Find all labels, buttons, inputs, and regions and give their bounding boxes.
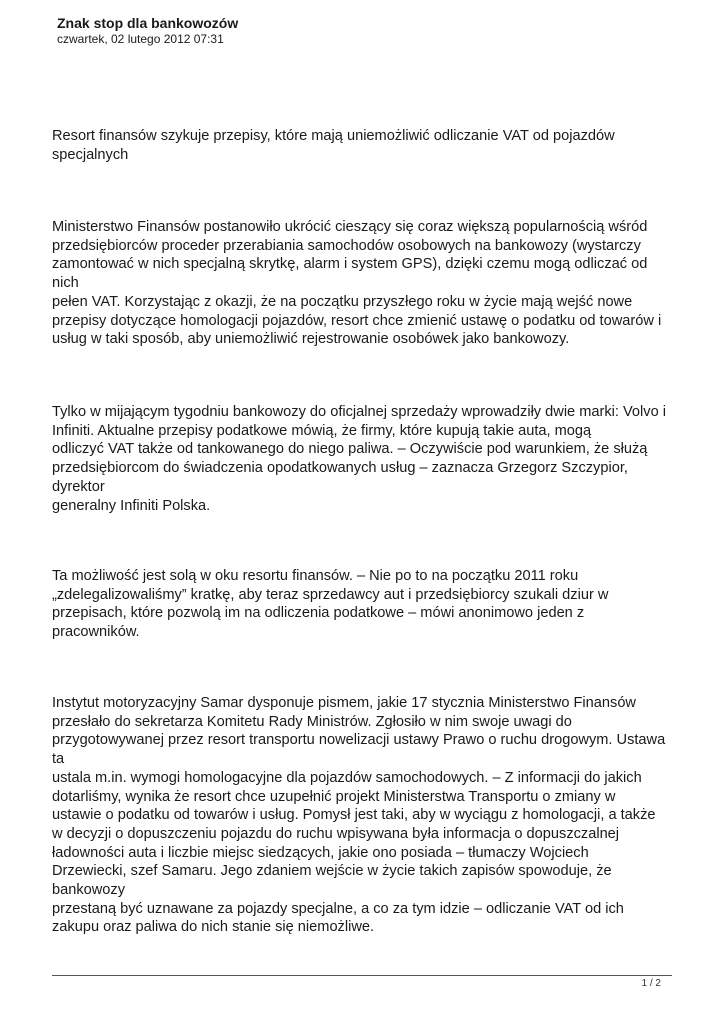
text-line: pełen VAT. Korzystając z okazji, że na początku przyszłego roku w życie mają wejść nowe — [52, 293, 633, 310]
text-line: Infiniti. Aktualne przepisy podatkowe mówią, że firmy, które kupują takie auta, mogą — [52, 422, 592, 439]
text-line: zakupu oraz paliwa do nich stanie się niemożliwe. — [52, 919, 375, 936]
article-paragraph-2 — [52, 403, 682, 515]
article-paragraph-4 — [52, 694, 682, 937]
text-line: specjalnych — [52, 146, 129, 163]
text-line: w decyzji o dopuszczeniu pojazdu do ruchu wpisywana była informacja o dopuszczalnej — [52, 825, 620, 842]
article-lead — [52, 127, 682, 164]
text-line: Ta możliwość jest solą w oku resortu finansów. – Nie po to na początku 2011 roku — [52, 568, 579, 584]
text-line: odliczyć VAT także od tankowanego do niego paliwa. – Oczywiście pod warunkiem, że służą — [52, 441, 648, 458]
text-line: ustala m.in. wymogi homologacyjne dla pojazdów samochodowych. – Z informacji do jakich — [52, 769, 642, 786]
article-header — [57, 14, 238, 47]
text-line: zamontować w nich specjalną skrytkę, alarm i system GPS), dzięki czemu mogą odliczać od — [52, 256, 648, 273]
text-line: Tylko w mijającym tygodniu bankowozy do oficjalnej sprzedaży wprowadziły dwie marki: Volvo i — [52, 404, 667, 420]
text-line: przepisy dotyczące homologacji pojazdów, resort chce zmienić ustawę o podatku od towarów i — [52, 312, 662, 329]
text-line: przestaną być uznawane za pojazdy specjalne, a co za tym idzie – odliczanie VAT od ich — [52, 900, 624, 917]
text-line: ta — [52, 751, 65, 768]
text-line: ładowności auta i liczbie miejsc siedzących, jakie ono posiada – tłumaczy Wojciech — [52, 844, 589, 861]
text-line: pracowników. — [52, 624, 140, 641]
text-line: przepisach, które pozwolą im na odliczenia podatkowe – mówi anonimowo jeden z — [52, 605, 585, 622]
text-line: dotarliśmy, wynika że resort chce uzupełnić projekt Ministerstwa Transportu o zmiany w — [52, 788, 616, 805]
page-number: 1 / 2 — [641, 978, 661, 989]
footer-divider — [52, 975, 672, 976]
text-line: ustawie o podatku od towarów i usług. Pomysł jest taki, aby w wyciągu z homologacji, a także — [52, 807, 656, 824]
text-line: przedsiębiorcom do świadczenia opodatkowanych usług – zaznacza Grzegorz Szczypior, — [52, 460, 628, 477]
text-line: „zdelegalizowaliśmy” kratkę, aby teraz sprzedawcy aut i przedsiębiorcy szukali dziur w — [52, 586, 609, 603]
article-paragraph-1 — [52, 218, 682, 349]
text-line: Resort finansów szykuje przepisy, które mają uniemożliwić odliczanie VAT od pojazdów — [52, 128, 615, 144]
text-line: generalny Infiniti Polska. — [52, 497, 211, 514]
text-line: przygotowywanej przez resort transportu nowelizacji ustawy Prawo o ruchu drogowym. Ustawa — [52, 732, 666, 749]
text-line: dyrektor — [52, 478, 105, 495]
text-line: bankowozy — [52, 882, 126, 899]
article-date: czwartek, 02 lutego 2012 07:31 — [57, 32, 224, 46]
article-paragraph-3 — [52, 567, 682, 642]
text-line: Ministerstwo Finansów postanowiło ukrócić cieszący się coraz większą popularnością wśród — [52, 219, 648, 235]
text-line: Instytut motoryzacyjny Samar dysponuje pismem, jakie 17 stycznia Ministerstwo Finansów — [52, 695, 636, 711]
text-line: przesłało do sekretarza Komitetu Rady Ministrów. Zgłosiło w nim swoje uwagi do — [52, 713, 572, 730]
text-line: przedsiębiorców proceder przerabiania samochodów osobowych na bankowozy (wystarczy — [52, 237, 641, 254]
article-title: Znak stop dla bankowozów — [57, 15, 239, 31]
text-line: usług w taki sposób, aby uniemożliwić rejestrowanie osobówek jako bankowozy. — [52, 331, 570, 348]
text-line: Drzewiecki, szef Samaru. Jego zdaniem wejście w życie takich zapisów spowoduje, że — [52, 863, 612, 880]
text-line: nich — [52, 275, 79, 292]
